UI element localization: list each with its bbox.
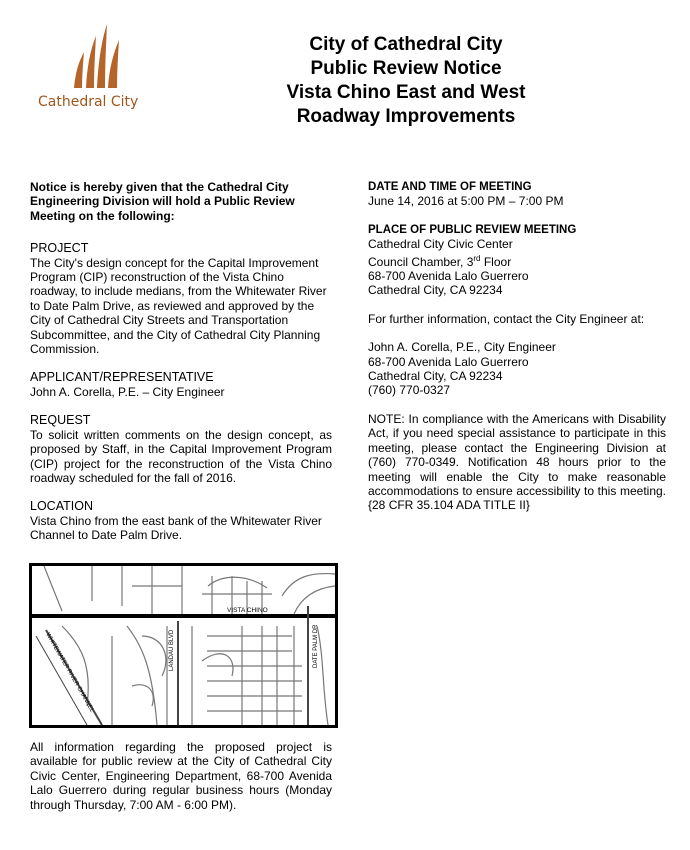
request-heading: REQUEST: [30, 413, 91, 428]
contact-line-3: Cathedral City, CA 92234: [368, 369, 503, 384]
notice-title: [246, 33, 566, 129]
map-label-river: WHITEWATER RIVER CHANNEL: [44, 632, 95, 714]
title-line-2: Public Review Notice: [310, 58, 502, 79]
contact-line-2: 68-700 Avenida Lalo Guerrero: [368, 354, 529, 369]
place-line-2-text: Council Chamber, 3: [368, 254, 474, 269]
map-label-landau: LANDAU BLVD: [169, 629, 175, 671]
meeting-place-address: [368, 237, 666, 298]
location-text: Vista Chino from the east bank of the Whitewater River Channel to Date Palm Drive.: [30, 513, 322, 543]
logo-wordmark: Cathedral City: [38, 94, 139, 110]
cathedral-city-logo: [34, 24, 164, 116]
meeting-date-text: June 14, 2016 at 5:00 PM – 7:00 PM: [368, 194, 564, 209]
map-label-vista-chino: VISTA CHINO: [227, 607, 268, 614]
contact-intro: For further information, contact the City Engineer at:: [368, 311, 645, 326]
title-line-1: City of Cathedral City: [309, 34, 503, 55]
contact-line-4: (760) 770-0327: [368, 383, 451, 398]
left-column: [30, 180, 332, 557]
location-map: [29, 563, 338, 728]
place-line-1: Cathedral City Civic Center: [368, 237, 513, 252]
ada-note: NOTE: In compliance with the Americans with Disability Act, if you need special assistance to participate in this meeting, please contact the Engineering Division at (760) 770-0349. Notification 48 hours prior to the meeting will enable the City to make reasonable accommodations to ensure accessibility to this meeting. {28 CFR 35.104 ADA TITLE II}: [368, 411, 666, 513]
meeting-place-heading: PLACE OF PUBLIC REVIEW MEETING: [368, 223, 577, 236]
contact-line-1: John A. Corella, P.E., City Engineer: [368, 340, 556, 355]
place-line-2-sup: rd: [473, 253, 481, 263]
contact-address: [368, 340, 666, 398]
right-column: [368, 180, 666, 527]
cathedral-spires-icon: [70, 24, 130, 88]
map-label-date-palm: DATE PALM DR: [313, 624, 319, 668]
applicant-text: John A. Corella, P.E. – City Engineer: [30, 384, 225, 399]
place-line-2-floor: Floor: [480, 254, 512, 269]
project-heading: PROJECT: [30, 241, 89, 256]
project-text: The City's design concept for the Capital Improvement Program (CIP) reconstruction of the Vista Chino roadway, to include medians, from the Whitewater River to Date Palm Drive, as reviewed and approved by the City of Cathedral City Streets and Transportation Subcommittee, and the City of Cathedral City Planning Commission.: [30, 255, 327, 357]
applicant-heading: APPLICANT/REPRESENTATIVE: [30, 370, 214, 385]
meeting-date-heading: DATE AND TIME OF MEETING: [368, 181, 532, 193]
location-heading: LOCATION: [30, 499, 93, 514]
title-line-4: Roadway Improvements: [296, 106, 516, 127]
place-line-3: 68-700 Avenida Lalo Guerrero: [368, 269, 529, 284]
request-text: To solicit written comments on the design concept, as proposed by Staff, in the Capital Improvement Program (CIP) project for the reconstruction of the Vista Chino roadway scheduled for the fall of 2016.: [30, 427, 332, 485]
intro-text: Notice is hereby given that the Cathedral City Engineering Division will hold a Public Review Meeting on the following:: [30, 180, 295, 223]
street-map-graphic: [32, 566, 335, 725]
public-review-info: All information regarding the proposed project is available for public review at the City of Cathedral City Civic Center, Engineering Department, 68-700 Avenida Lalo Guerrero during regular business hours (Monday through Thursday, 7:00 AM - 6:00 PM).: [30, 740, 332, 812]
title-line-3: Vista Chino East and West: [286, 82, 526, 103]
place-line-4: Cathedral City, CA 92234: [368, 283, 503, 298]
place-line-2: [368, 252, 666, 269]
